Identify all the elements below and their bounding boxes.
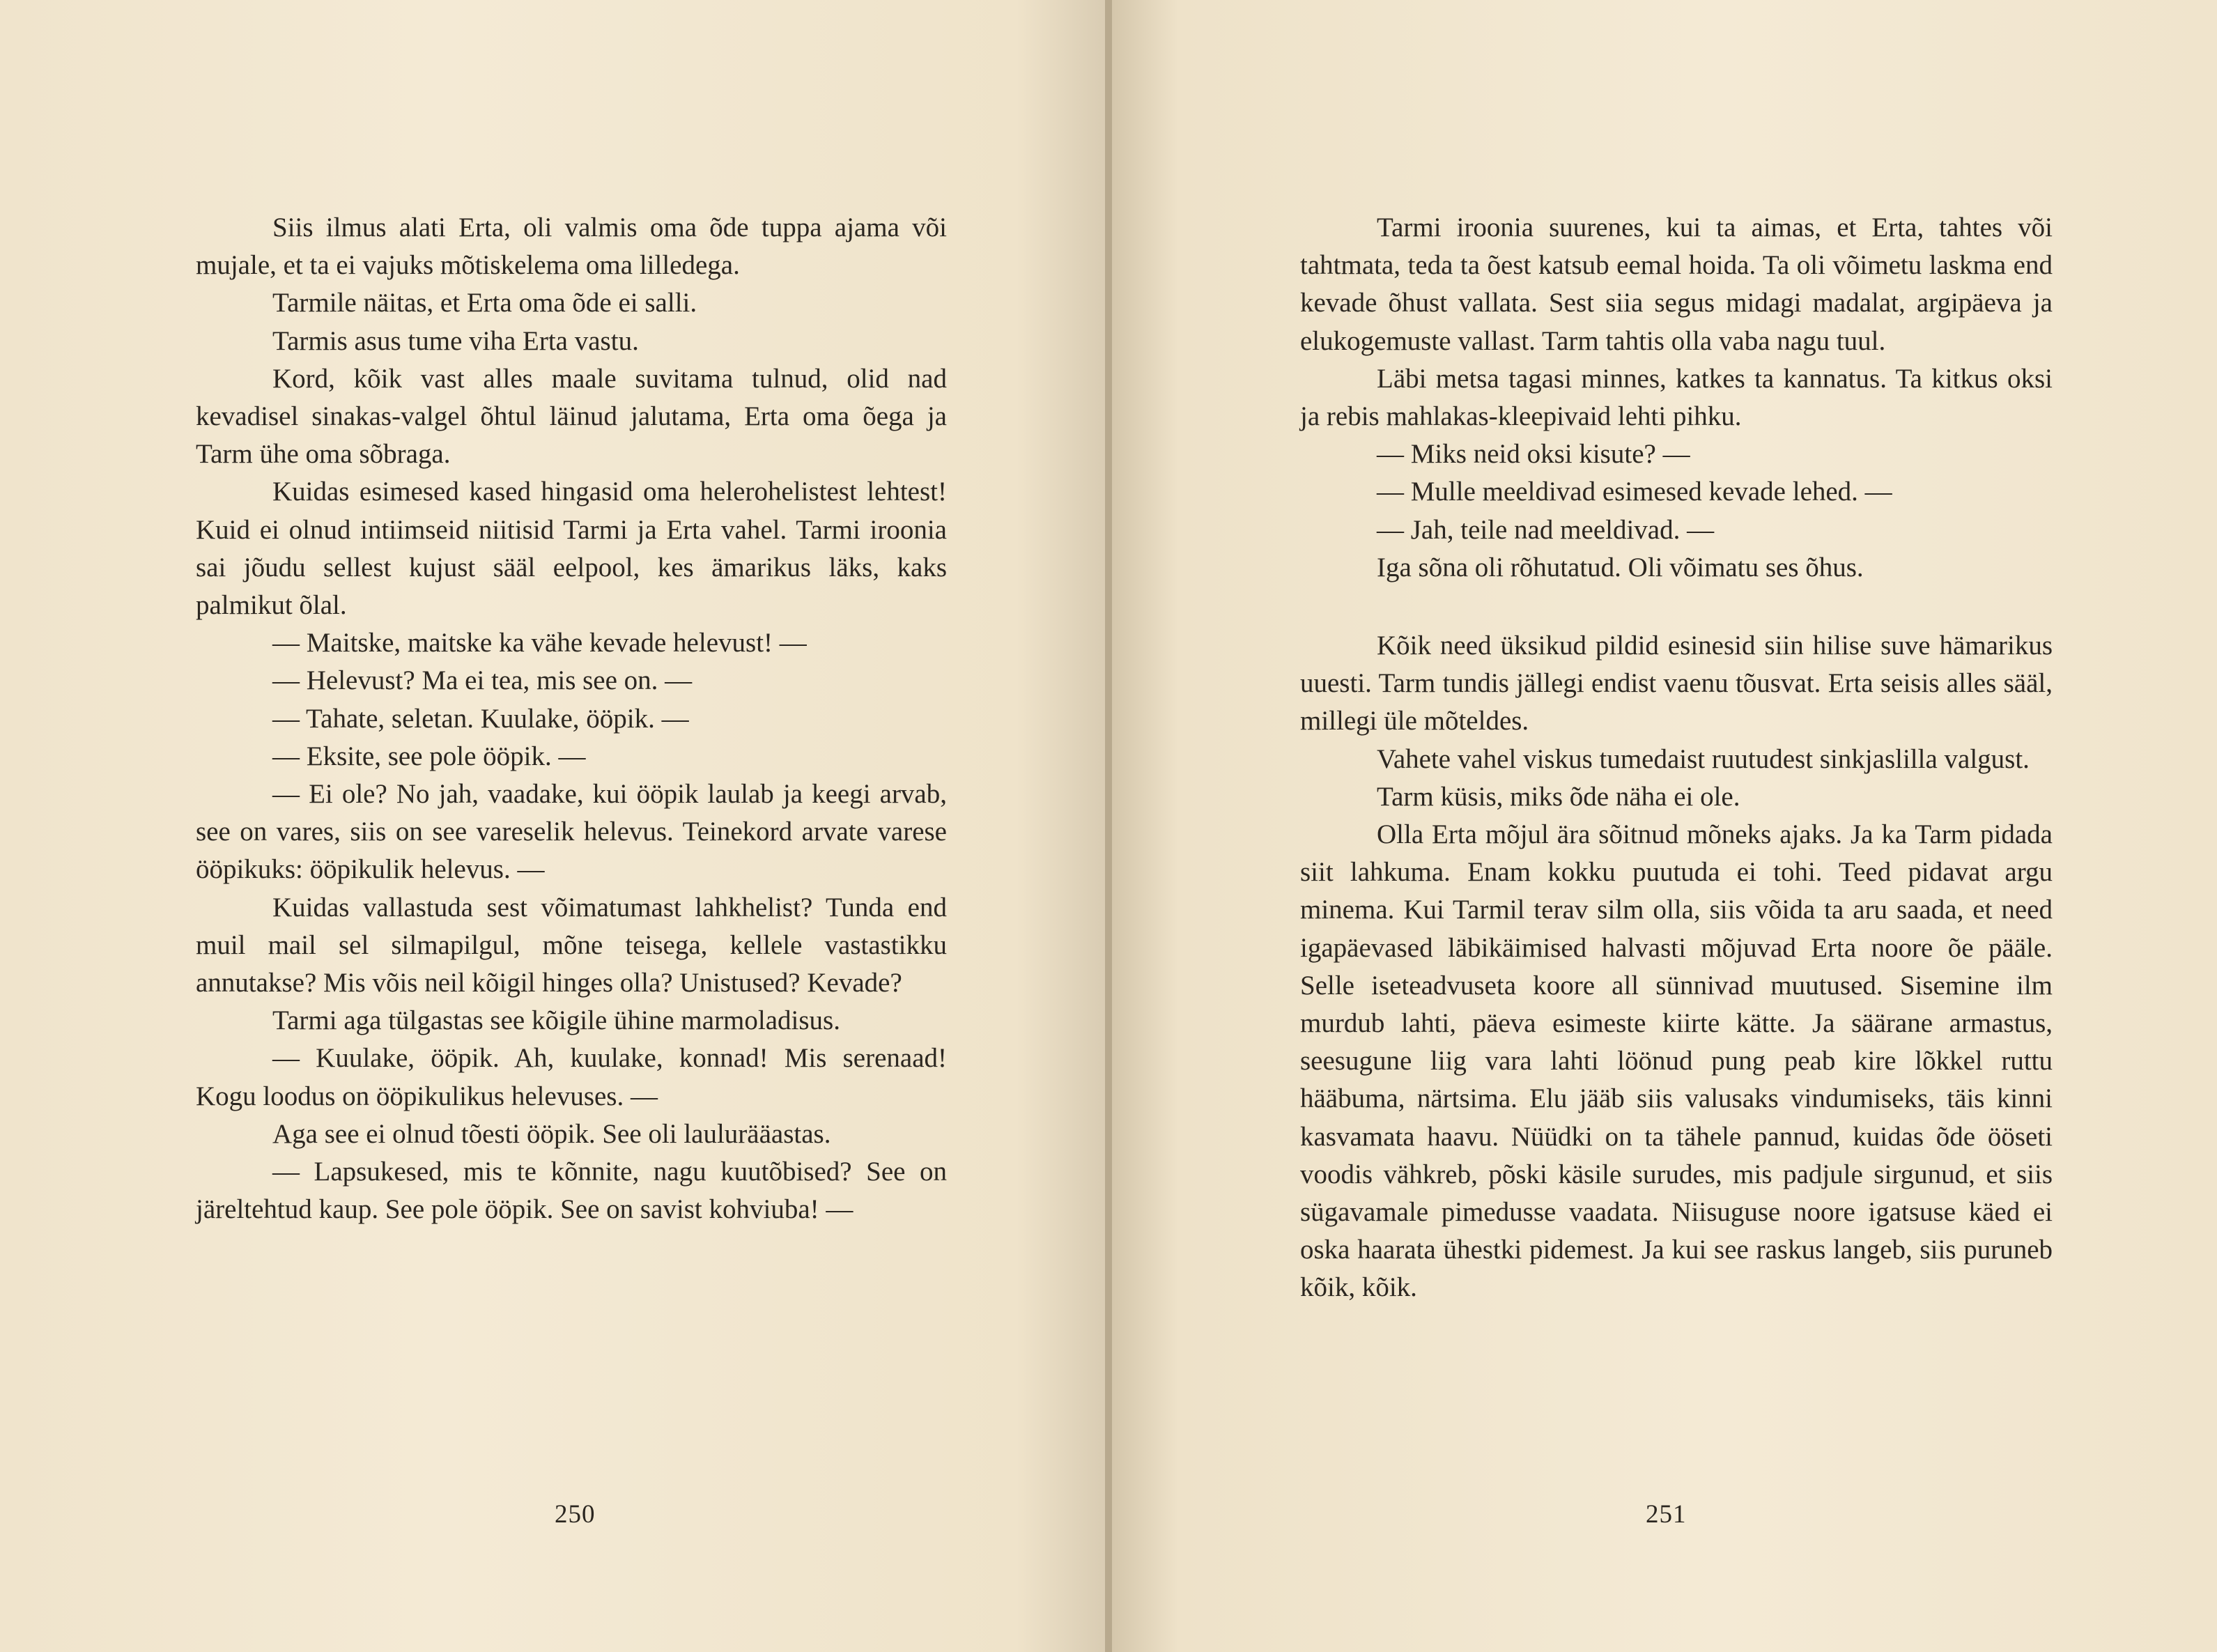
paragraph: Iga sõna oli rõhutatud. Oli võimatu ses õhus. bbox=[1377, 552, 1864, 582]
paragraph: Kõik need üksikud pildid esinesid siin hilise suve hämarikus uuesti. Tarm tundis jällegi endist vaenu tõusvat. Erta seisis alles sääl, millegi üle mõteldes. bbox=[1300, 631, 2053, 736]
paragraph: — Miks neid oksi kisute? — bbox=[1377, 439, 1690, 470]
paragraph: Olla Erta mõjul ära sõitnud mõneks ajaks. Ja ka Tarm pidada siit lahkuma. Enam kokku puutuda ei tohi. Teed pidavat argu minema. Kui Tarmil terav silm olla, siis võida ta aru saada, et need igapäevased läbikäimised halvasti mõjuvad Erta noore õe pääle. Selle iseteadvuseta koore all sünnivad muutused. Sisemine ilm murdub lahti, päeva esimeste kiirte kätte. Ja säärane armastus, seesugune liig vara lahti löönud pung peab kire lõkkel ruttu hääbuma, närtsima. Elu jääb siis valusaks vindumiseks, täis kinni kasvamata haavu. Nüüdki on ta tähele pannud, kuidas õde ööseti voodis vähkreb, põski käsile surudes, mis padjule sirgunud, et siis sügavamale pimedusse vaadata. Niisuguse noore igatsuse käed ei oska haarata ühestki pidemest. Ja kui see raskus langeb, siis puruneb kõik, kõik. bbox=[1300, 819, 2053, 1303]
book-gutter bbox=[1105, 0, 1112, 1652]
paragraph: — Tahate, seletan. Kuulake, ööpik. — bbox=[272, 703, 689, 734]
right-page-text bbox=[1300, 209, 2053, 1307]
paragraph: — Lapsukesed, mis te kõnnite, nagu kuutõbised? See on järeltehtud kaup. See pole ööpik. See on savist kohviuba! — bbox=[196, 1157, 947, 1225]
paragraph: — Jah, teile nad meeldivad. — bbox=[1377, 514, 1715, 545]
paragraph: Tarmile näitas, et Erta oma õde ei salli. bbox=[272, 288, 697, 318]
paragraph: — Eksite, see pole ööpik. — bbox=[272, 741, 586, 771]
paragraph: Tarmi iroonia suurenes, kui ta aimas, et Erta, tahtes või tahtmata, teda ta õest katsub eemal hoida. Ta oli võimetu laskma end kevade õhust vallata. Sest siia segus midagi madalat, argipäeva ja elukogemuste vallast. Tarm tahtis olla vaba nagu tuul. bbox=[1300, 213, 2053, 356]
paragraph: Kuidas esimesed kased hingasid oma helerohelistest lehtest! Kuid ei olnud intiimseid niitisid Tarmi ja Erta vahel. Tarmi iroonia sai jõudu sellest kujust sääl eelpool, kes ämarikus läks, kaks palmikut õlal. bbox=[196, 477, 947, 621]
right-page bbox=[1112, 0, 2217, 1652]
paragraph: Tarmi aga tülgastas see kõigile ühine marmoladisus. bbox=[272, 1005, 840, 1036]
paragraph: — Ei ole? No jah, vaadake, kui ööpik laulab ja keegi arvab, see on vares, siis on see vareselik helevus. Teinekord arvate varese ööpikuks: ööpikulik helevus. — bbox=[196, 779, 947, 885]
page-number: 251 bbox=[1646, 1500, 1687, 1529]
paragraph: — Helevust? Ma ei tea, mis see on. — bbox=[272, 665, 693, 696]
paragraph: Kuidas vallastuda sest võimatumast lahkhelist? Tunda end muil mail sel silmapilgul, mõne teisega, kellele vastastikku annutakse? Mis võis neil kõigil hinges olla? Unistused? Kevade? bbox=[196, 892, 947, 998]
left-page-text bbox=[196, 209, 947, 1228]
page-number: 250 bbox=[555, 1500, 596, 1529]
paragraph: — Maitske, maitske ka vähe kevade helevust! — bbox=[272, 628, 807, 658]
paragraph: Tarm küsis, miks õde näha ei ole. bbox=[1377, 781, 1740, 812]
paragraph: Läbi metsa tagasi minnes, katkes ta kannatus. Ta kitkus oksi ja rebis mahlakas-kleepivaid lehti pihku. bbox=[1300, 363, 2053, 432]
paragraph: Siis ilmus alati Erta, oli valmis oma õde tuppa ajama või mujale, et ta ei vajuks mõtiskelema oma lilledega. bbox=[196, 213, 947, 281]
paragraph: Kord, kõik vast alles maale suvitama tulnud, olid nad kevadisel sinakas-valgel õhtul läinud jalutama, Erta oma õega ja Tarm ühe oma sõbraga. bbox=[196, 363, 947, 470]
paragraph: Tarmis asus tume viha Erta vastu. bbox=[272, 325, 639, 356]
left-page bbox=[0, 0, 1105, 1652]
paragraph: — Mulle meeldivad esimesed kevade lehed. — bbox=[1377, 477, 1892, 507]
paragraph: Vahete vahel viskus tumedaist ruutudest sinkjaslilla valgust. bbox=[1377, 743, 2030, 774]
paragraph: Aga see ei olnud tõesti ööpik. See oli laulurääastas. bbox=[272, 1118, 831, 1149]
paragraph: — Kuulake, ööpik. Ah, kuulake, konnad! Mis serenaad! Kogu loodus on ööpikulikus helevuses. — bbox=[196, 1043, 947, 1111]
